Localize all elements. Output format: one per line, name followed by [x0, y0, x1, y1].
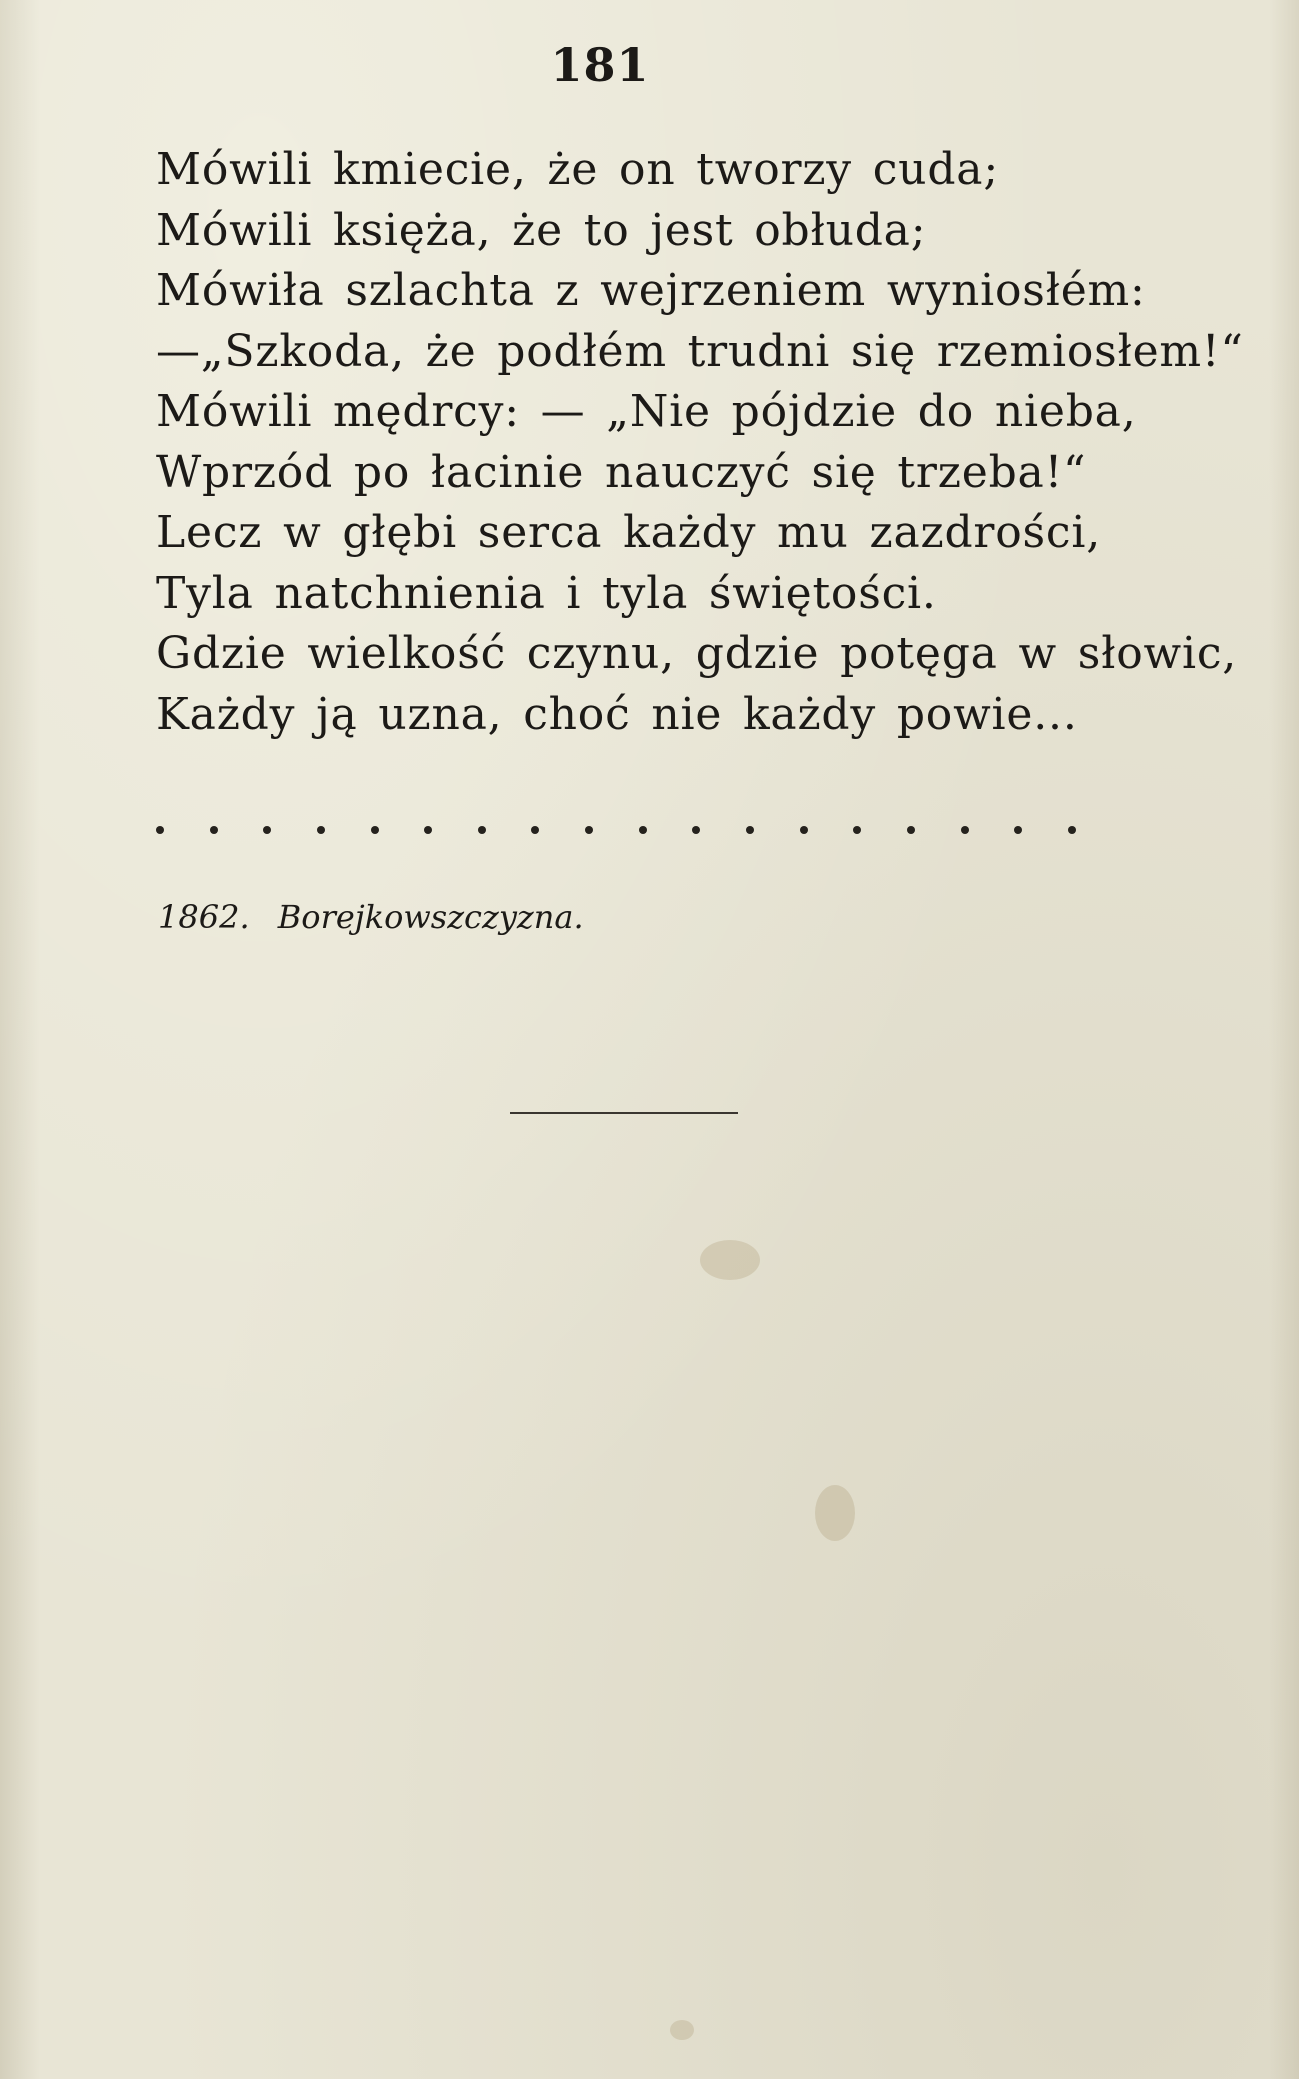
ellipsis-dot	[800, 826, 808, 834]
ellipsis-dot	[639, 826, 647, 834]
ellipsis-dot	[692, 826, 700, 834]
ellipsis-dot	[1014, 826, 1022, 834]
verse-line: Mówili mędrcy: — „Nie pójdzie do nieba,	[156, 386, 1137, 437]
ellipsis-dot	[478, 826, 486, 834]
verse-line: Mówiła szlachta z wejrzeniem wyniosłém:	[156, 265, 1146, 316]
verse-line: Każdy ją uzna, choć nie każdy powie...	[156, 688, 1078, 740]
paper-stain	[700, 1240, 760, 1280]
paper-stain	[670, 2020, 694, 2040]
page-number: 181	[550, 38, 650, 92]
ellipsis-dot	[263, 826, 271, 834]
paper-stain	[815, 1485, 855, 1541]
ellipsis-dot	[531, 826, 539, 834]
end-divider-rule	[510, 1112, 738, 1114]
verse-line: Tyla natchnienia i tyla świętości.	[156, 567, 937, 619]
ellipsis-dot	[961, 826, 969, 834]
verse-line: Gdzie wielkość czynu, gdzie potęga w słowic,	[156, 628, 1238, 679]
ellipsis-dot	[1068, 826, 1076, 834]
ellipsis-dot	[907, 826, 915, 834]
ellipsis-dot	[371, 826, 379, 834]
signature-place: Borejkowszczyzna.	[277, 898, 584, 936]
ellipsis-dot	[210, 826, 218, 834]
ellipsis-dot	[746, 826, 754, 834]
verse-line: Wprzód po łacinie nauczyć się trzeba!“	[156, 446, 1087, 498]
signature-year: 1862.	[158, 898, 250, 936]
ellipsis-dot	[424, 826, 432, 834]
ellipsis-dot	[853, 826, 861, 834]
verse-line: Mówili kmiecie, że on tworzy cuda;	[156, 144, 999, 195]
poem-stanza	[156, 140, 1244, 745]
date-place-signature	[158, 898, 584, 936]
ellipsis-dot	[317, 826, 325, 834]
ellipsis-dots-row	[156, 808, 1076, 834]
ellipsis-dot	[585, 826, 593, 834]
ellipsis-dot	[156, 826, 164, 834]
verse-line: Mówili księża, że to jest obłuda;	[156, 204, 927, 256]
verse-line: Lecz w głębi serca każdy mu zazdrości,	[156, 507, 1102, 558]
verse-line: —„Szkoda, że podłém trudni się rzemiosłem!“	[156, 325, 1244, 377]
